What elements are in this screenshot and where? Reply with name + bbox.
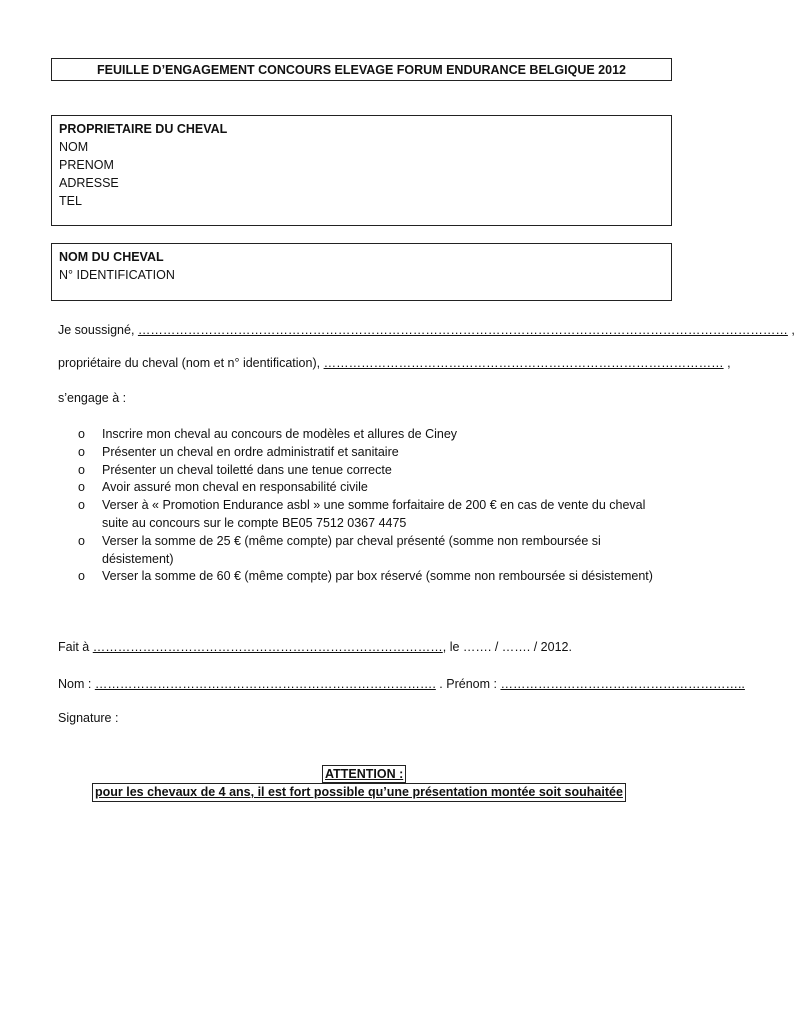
list-item: o Verser à « Promotion Endurance asbl » une somme forfaitaire de 200 € en cas de vente du cheval suite au concours sur le compte BE05 7512 0367 4475 <box>78 498 646 530</box>
list-item: o Présenter un cheval toiletté dans une tenue correcte <box>78 462 658 480</box>
undersigned-line <box>58 323 795 337</box>
place-label: Fait à <box>58 640 90 654</box>
owner-identification-line <box>58 356 731 370</box>
name-line <box>58 677 745 691</box>
attention-label: ATTENTION : <box>322 765 406 783</box>
list-item: o Avoir assuré mon cheval en responsabilité civile <box>78 479 658 497</box>
owner-field-adresse: ADRESSE <box>59 176 119 190</box>
horse-section <box>51 243 672 301</box>
owner-section <box>51 115 672 226</box>
bullet-icon: o <box>78 462 85 477</box>
owner-field-tel: TEL <box>59 194 82 208</box>
undersigned-dots[interactable]: ………………………………………………………………………………………………………………………………………… <box>137 323 788 337</box>
owner-heading: PROPRIETAIRE DU CHEVAL <box>59 122 228 136</box>
list-item: o Inscrire mon cheval au concours de modèles et allures de Ciney <box>78 426 658 444</box>
undersigned-label: Je soussigné, <box>58 323 135 337</box>
place-date-line <box>58 640 572 654</box>
undersigned-end: , <box>791 323 795 337</box>
attention-note: pour les chevaux de 4 ans, il est fort possible qu’une présentation montée soit souhaitée <box>92 783 626 802</box>
signature-label: Signature : <box>58 711 119 725</box>
horse-field-identification: N° IDENTIFICATION <box>59 268 175 282</box>
bullet-icon: o <box>78 498 85 513</box>
list-item: o Présenter un cheval en ordre administratif et sanitaire <box>78 444 658 462</box>
place-dots[interactable]: ………………………………………………………………………… <box>92 640 443 654</box>
bullet-icon: o <box>78 444 85 459</box>
bullet-icon: o <box>78 533 85 548</box>
owner-identification-label: propriétaire du cheval (nom et n° identification), <box>58 356 321 370</box>
list-item: o Verser la somme de 60 € (même compte) par box réservé (somme non remboursée si désistement) <box>78 568 658 586</box>
owner-identification-end: , <box>727 356 731 370</box>
firstname-dots[interactable]: ………………………………………………….. <box>500 677 745 691</box>
date-text[interactable]: , le ……. / ……. / 2012. <box>442 640 572 654</box>
name-dots[interactable]: ………………………………………………………………………. <box>94 677 436 691</box>
owner-field-nom: NOM <box>59 140 89 154</box>
conditions-list <box>78 426 658 586</box>
bullet-icon: o <box>78 427 85 441</box>
commits-label: s’engage à : <box>58 391 127 405</box>
list-item: o Verser la somme de 25 € (même compte) par cheval présenté (somme non remboursée si désistement) <box>78 533 601 566</box>
firstname-label: . Prénom : <box>439 677 497 691</box>
bullet-icon: o <box>78 569 85 584</box>
owner-identification-dots[interactable]: …………………………………………………………………………………… <box>323 356 724 370</box>
page-title: FEUILLE D’ENGAGEMENT CONCOURS ELEVAGE FORUM ENDURANCE BELGIQUE 2012 <box>51 58 672 81</box>
name-label: Nom : <box>58 677 92 691</box>
horse-heading: NOM DU CHEVAL <box>59 250 164 264</box>
owner-field-prenom: PRENOM <box>59 158 114 172</box>
bullet-icon: o <box>78 480 85 495</box>
